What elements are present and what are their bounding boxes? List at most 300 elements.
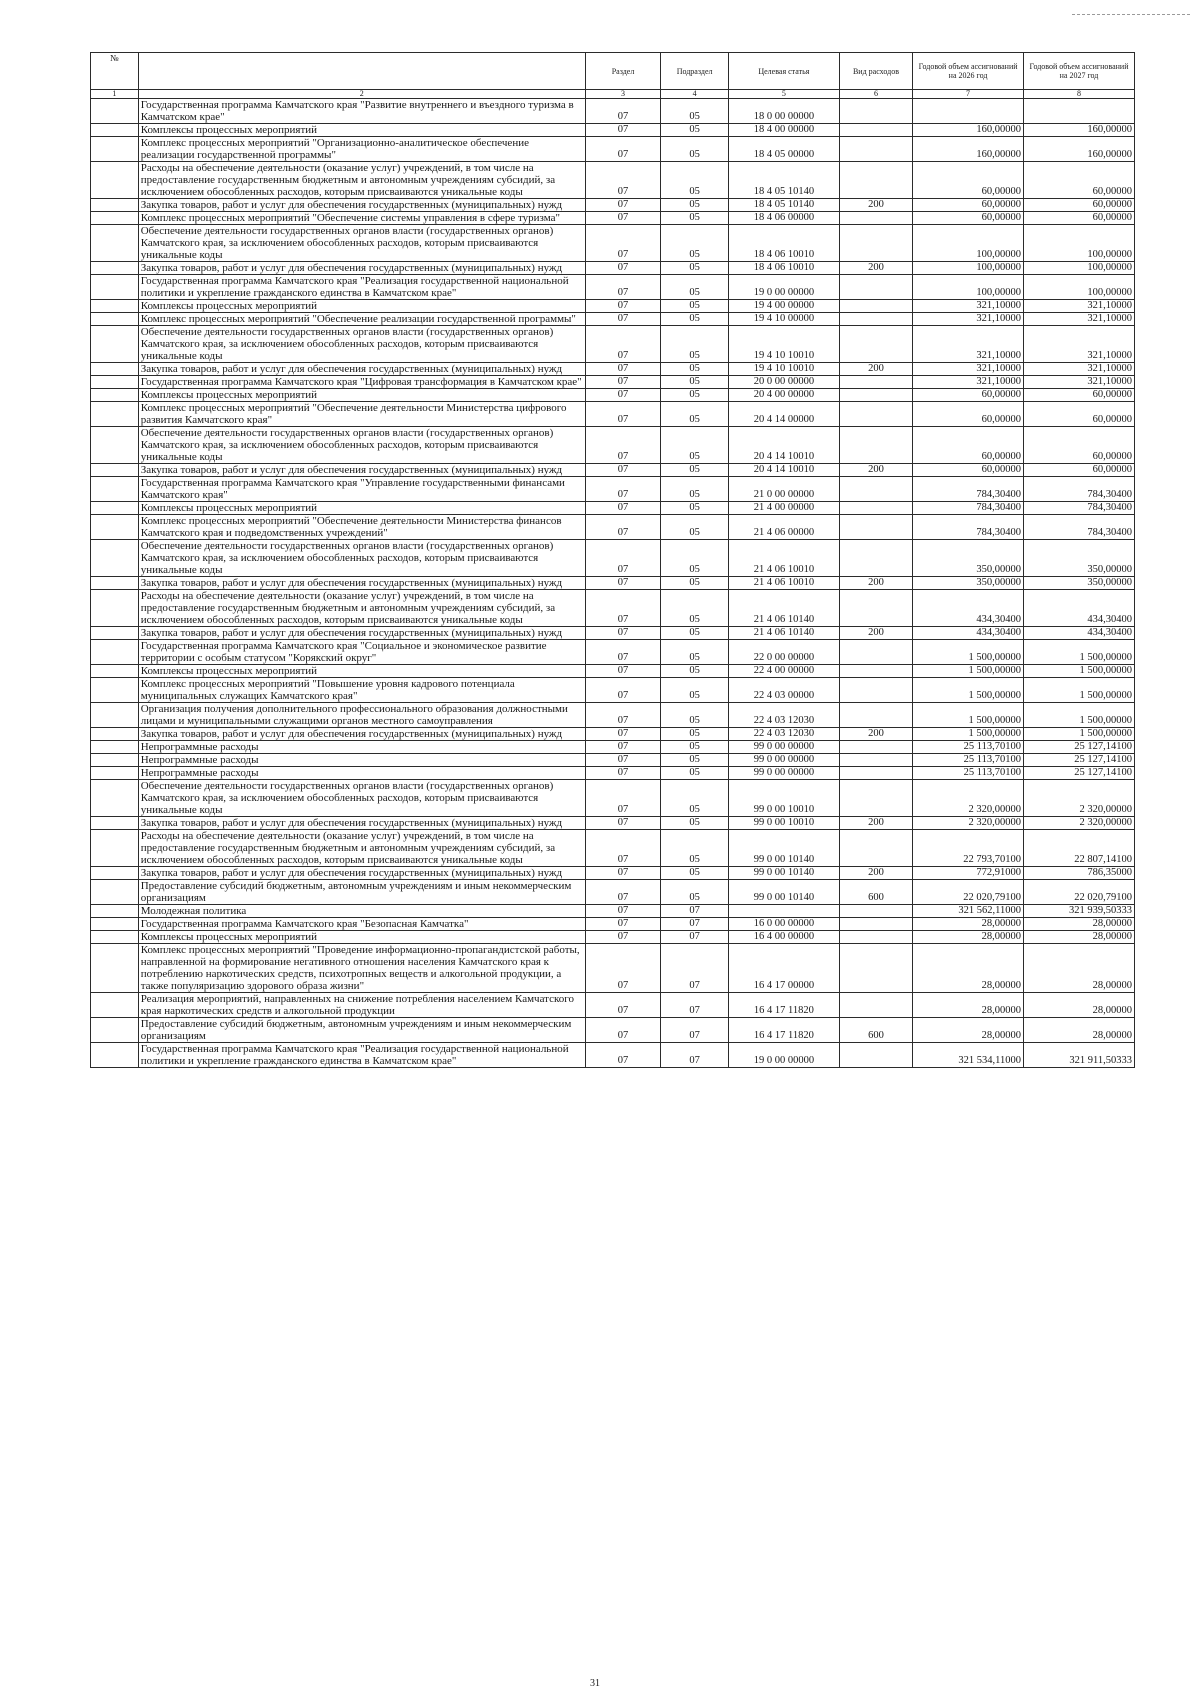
amount-2026-cell: 321 534,11000 [913,1043,1024,1068]
table-row [91,477,1135,502]
expense-type-cell [839,640,912,665]
amount-2027-cell: 25 127,14100 [1024,767,1135,780]
expense-type-cell [839,931,912,944]
razdel-cell: 07 [585,867,660,880]
row-number-cell [91,830,139,867]
expense-type-cell: 200 [839,363,912,376]
target-article-cell: 22 4 03 00000 [728,678,839,703]
razdel-cell: 07 [585,880,660,905]
col-number: 6 [839,90,912,99]
col-number: 2 [138,90,585,99]
item-name: Комплексы процессных мероприятий [138,300,585,313]
amount-2026-cell: 25 113,70100 [913,741,1024,754]
item-name: Комплекс процессных мероприятий "Обеспечение деятельности Министерства цифрового развития Камчатского края" [138,402,585,427]
podrazdel-cell: 05 [661,502,729,515]
podrazdel-cell: 05 [661,477,729,502]
amount-2026-cell: 350,00000 [913,540,1024,577]
row-number-cell [91,363,139,376]
item-name: Комплексы процессных мероприятий [138,124,585,137]
podrazdel-cell: 05 [661,741,729,754]
podrazdel-cell: 05 [661,515,729,540]
target-article-cell: 18 4 06 00000 [728,212,839,225]
row-number-cell [91,137,139,162]
table-row [91,99,1135,124]
row-number-cell [91,754,139,767]
row-number-cell [91,767,139,780]
row-number-cell [91,728,139,741]
row-number-cell [91,162,139,199]
header-row [91,53,1135,90]
amount-2026-cell: 60,00000 [913,199,1024,212]
target-article-cell [728,905,839,918]
item-name: Комплексы процессных мероприятий [138,665,585,678]
razdel-cell: 07 [585,780,660,817]
target-article-cell: 20 0 00 00000 [728,376,839,389]
target-article-cell: 20 4 14 10010 [728,427,839,464]
target-article-cell: 16 4 17 11820 [728,1018,839,1043]
amount-2027-cell: 22 020,79100 [1024,880,1135,905]
item-name: Непрограммные расходы [138,741,585,754]
amount-2027-cell: 100,00000 [1024,262,1135,275]
expense-type-cell [839,590,912,627]
expense-type-cell: 200 [839,199,912,212]
target-article-cell: 19 4 10 10010 [728,363,839,376]
table-row [91,993,1135,1018]
table-row [91,275,1135,300]
header-razdel: Раздел [585,53,660,90]
target-article-cell: 21 4 06 10010 [728,540,839,577]
podrazdel-cell: 05 [661,464,729,477]
amount-2027-cell: 321,10000 [1024,313,1135,326]
amount-2027-cell: 160,00000 [1024,137,1135,162]
page-number: 31 [590,1678,600,1689]
target-article-cell: 20 4 00 00000 [728,389,839,402]
amount-2027-cell: 321 911,50333 [1024,1043,1135,1068]
target-article-cell: 21 4 06 10140 [728,627,839,640]
header-target-article: Целевая статья [728,53,839,90]
expense-type-cell: 200 [839,627,912,640]
razdel-cell: 07 [585,754,660,767]
podrazdel-cell: 07 [661,918,729,931]
expense-type-cell [839,162,912,199]
razdel-cell: 07 [585,464,660,477]
item-name: Государственная программа Камчатского края "Социальное и экономическое развитие территории с особым статусом "Корякский округ" [138,640,585,665]
item-name: Закупка товаров, работ и услуг для обеспечения государственных (муниципальных) нужд [138,262,585,275]
col-number: 8 [1024,90,1135,99]
row-number-cell [91,678,139,703]
target-article-cell: 18 4 00 00000 [728,124,839,137]
row-number-cell [91,199,139,212]
expense-type-cell [839,300,912,313]
amount-2027-cell: 321,10000 [1024,300,1135,313]
expense-type-cell [839,124,912,137]
item-name: Обеспечение деятельности государственных органов власти (государственных органов) Камчатского края, за исключением обособленных расходов, которым присваиваются уникальные коды [138,225,585,262]
item-name: Государственная программа Камчатского края "Управление государственными финансами Камчатского края" [138,477,585,502]
amount-2027-cell: 60,00000 [1024,389,1135,402]
expense-type-cell [839,389,912,402]
target-article-cell: 21 4 00 00000 [728,502,839,515]
target-article-cell: 20 4 14 10010 [728,464,839,477]
expense-type-cell [839,905,912,918]
razdel-cell: 07 [585,905,660,918]
target-article-cell: 18 4 05 10140 [728,162,839,199]
amount-2027-cell: 60,00000 [1024,212,1135,225]
expense-type-cell [839,703,912,728]
amount-2027-cell: 28,00000 [1024,993,1135,1018]
podrazdel-cell: 05 [661,225,729,262]
amount-2027-cell: 1 500,00000 [1024,728,1135,741]
amount-2027-cell: 25 127,14100 [1024,741,1135,754]
table-row [91,880,1135,905]
razdel-cell: 07 [585,1043,660,1068]
item-name: Закупка товаров, работ и услуг для обеспечения государственных (муниципальных) нужд [138,627,585,640]
amount-2027-cell: 321,10000 [1024,326,1135,363]
amount-2027-cell: 2 320,00000 [1024,780,1135,817]
item-name: Комплекс процессных мероприятий "Организационно-аналитическое обеспечение реализации государственной программы" [138,137,585,162]
podrazdel-cell: 05 [661,389,729,402]
amount-2026-cell: 2 320,00000 [913,780,1024,817]
amount-2027-cell: 1 500,00000 [1024,665,1135,678]
table-row [91,640,1135,665]
item-name: Комплексы процессных мероприятий [138,502,585,515]
item-name: Комплекс процессных мероприятий "Обеспечение деятельности Министерства финансов Камчатского края и подведомственных учреждений" [138,515,585,540]
amount-2026-cell: 28,00000 [913,944,1024,993]
amount-2026-cell: 321,10000 [913,313,1024,326]
table-row [91,728,1135,741]
expense-type-cell: 200 [839,817,912,830]
razdel-cell: 07 [585,262,660,275]
row-number-cell [91,905,139,918]
razdel-cell: 07 [585,728,660,741]
table-row [91,678,1135,703]
expense-type-cell: 600 [839,880,912,905]
table-row [91,326,1135,363]
target-article-cell: 19 0 00 00000 [728,1043,839,1068]
expense-type-cell [839,212,912,225]
table-row [91,767,1135,780]
item-name: Закупка товаров, работ и услуг для обеспечения государственных (муниципальных) нужд [138,363,585,376]
target-article-cell: 16 4 00 00000 [728,931,839,944]
row-number-cell [91,326,139,363]
razdel-cell: 07 [585,931,660,944]
podrazdel-cell: 05 [661,402,729,427]
item-name: Государственная программа Камчатского края "Безопасная Камчатка" [138,918,585,931]
row-number-cell [91,918,139,931]
amount-2026-cell: 1 500,00000 [913,728,1024,741]
item-name: Расходы на обеспечение деятельности (оказание услуг) учреждений, в том числе на предоставление государственным бюджетным и автономным учреждениям субсидий, за исключением обособленных расходов, которым присваиваются уникальные коды [138,830,585,867]
razdel-cell: 07 [585,275,660,300]
header-2027: Годовой объем ассигнований на 2027 год [1024,53,1135,90]
row-number-cell [91,389,139,402]
table-row [91,830,1135,867]
table-row [91,780,1135,817]
amount-2026-cell: 784,30400 [913,477,1024,502]
item-name: Закупка товаров, работ и услуг для обеспечения государственных (муниципальных) нужд [138,577,585,590]
row-number-cell [91,931,139,944]
amount-2026-cell: 22 020,79100 [913,880,1024,905]
amount-2026-cell: 60,00000 [913,402,1024,427]
row-number-cell [91,741,139,754]
razdel-cell: 07 [585,199,660,212]
expense-type-cell [839,99,912,124]
col-number: 4 [661,90,729,99]
row-number-cell [91,665,139,678]
podrazdel-cell: 05 [661,577,729,590]
row-number-cell [91,627,139,640]
amount-2027-cell: 786,35000 [1024,867,1135,880]
amount-2027-cell: 321 939,50333 [1024,905,1135,918]
item-name: Государственная программа Камчатского края "Цифровая трансформация в Камчатском крае" [138,376,585,389]
expense-type-cell [839,502,912,515]
target-article-cell: 21 4 06 10010 [728,577,839,590]
podrazdel-cell: 05 [661,363,729,376]
amount-2027-cell: 28,00000 [1024,918,1135,931]
podrazdel-cell: 05 [661,300,729,313]
expense-type-cell [839,137,912,162]
podrazdel-cell: 05 [661,262,729,275]
target-article-cell: 19 0 00 00000 [728,275,839,300]
header-podrazdel: Подраздел [661,53,729,90]
target-article-cell: 99 0 00 10140 [728,867,839,880]
razdel-cell: 07 [585,830,660,867]
podrazdel-cell: 05 [661,313,729,326]
podrazdel-cell: 05 [661,427,729,464]
row-number-cell [91,640,139,665]
amount-2026-cell: 100,00000 [913,275,1024,300]
target-article-cell: 16 4 17 11820 [728,993,839,1018]
podrazdel-cell: 05 [661,326,729,363]
amount-2026-cell: 1 500,00000 [913,703,1024,728]
amount-2027-cell: 28,00000 [1024,1018,1135,1043]
amount-2027-cell: 1 500,00000 [1024,640,1135,665]
table-row [91,577,1135,590]
expense-type-cell [839,376,912,389]
amount-2027-cell: 434,30400 [1024,590,1135,627]
amount-2027-cell: 60,00000 [1024,199,1135,212]
razdel-cell: 07 [585,665,660,678]
table-row [91,741,1135,754]
podrazdel-cell: 07 [661,993,729,1018]
table-row [91,389,1135,402]
podrazdel-cell: 05 [661,640,729,665]
expense-type-cell: 200 [839,867,912,880]
row-number-cell [91,515,139,540]
row-number-cell [91,540,139,577]
razdel-cell: 07 [585,402,660,427]
table-row [91,427,1135,464]
amount-2026-cell: 772,91000 [913,867,1024,880]
razdel-cell: 07 [585,427,660,464]
row-number-cell [91,703,139,728]
row-number-cell [91,577,139,590]
razdel-cell: 07 [585,590,660,627]
col-number: 7 [913,90,1024,99]
razdel-cell: 07 [585,313,660,326]
row-number-cell [91,124,139,137]
column-numbers-row [91,90,1135,99]
target-article-cell: 21 4 06 10140 [728,590,839,627]
row-number-cell [91,502,139,515]
podrazdel-cell: 05 [661,728,729,741]
razdel-cell: 07 [585,477,660,502]
item-name: Комплексы процессных мероприятий [138,931,585,944]
item-name: Предоставление субсидий бюджетным, автономным учреждениям и иным некоммерческим организациям [138,1018,585,1043]
razdel-cell: 07 [585,300,660,313]
podrazdel-cell: 05 [661,627,729,640]
amount-2027-cell: 350,00000 [1024,540,1135,577]
row-number-cell [91,590,139,627]
podrazdel-cell: 05 [661,540,729,577]
razdel-cell: 07 [585,502,660,515]
podrazdel-cell: 05 [661,678,729,703]
razdel-cell: 07 [585,918,660,931]
item-name: Непрограммные расходы [138,754,585,767]
amount-2027-cell: 28,00000 [1024,931,1135,944]
amount-2027-cell: 321,10000 [1024,363,1135,376]
budget-table [90,52,1135,1068]
target-article-cell: 18 4 06 10010 [728,262,839,275]
amount-2026-cell: 2 320,00000 [913,817,1024,830]
podrazdel-cell: 05 [661,703,729,728]
amount-2027-cell: 60,00000 [1024,427,1135,464]
razdel-cell: 07 [585,389,660,402]
target-article-cell: 22 4 00 00000 [728,665,839,678]
table-row [91,944,1135,993]
amount-2026-cell: 784,30400 [913,515,1024,540]
target-article-cell: 16 4 17 00000 [728,944,839,993]
razdel-cell: 07 [585,944,660,993]
header-name [138,53,585,90]
razdel-cell: 07 [585,640,660,665]
table-row [91,502,1135,515]
row-number-cell [91,402,139,427]
amount-2026-cell: 160,00000 [913,124,1024,137]
table-row [91,540,1135,577]
table-row [91,627,1135,640]
expense-type-cell [839,944,912,993]
table-row [91,665,1135,678]
header-2026: Годовой объем ассигнований на 2026 год [913,53,1024,90]
expense-type-cell: 200 [839,577,912,590]
podrazdel-cell: 05 [661,162,729,199]
target-article-cell: 99 0 00 10140 [728,830,839,867]
header-expense-type: Вид расходов [839,53,912,90]
amount-2027-cell: 1 500,00000 [1024,678,1135,703]
amount-2026-cell: 60,00000 [913,464,1024,477]
target-article-cell: 22 4 03 12030 [728,703,839,728]
podrazdel-cell: 05 [661,275,729,300]
row-number-cell [91,313,139,326]
expense-type-cell [839,427,912,464]
row-number-cell [91,427,139,464]
table-row [91,905,1135,918]
podrazdel-cell: 05 [661,830,729,867]
amount-2027-cell: 100,00000 [1024,275,1135,300]
item-name: Закупка товаров, работ и услуг для обеспечения государственных (муниципальных) нужд [138,728,585,741]
row-number-cell [91,867,139,880]
target-article-cell: 19 4 10 00000 [728,313,839,326]
amount-2027-cell: 784,30400 [1024,502,1135,515]
amount-2026-cell: 25 113,70100 [913,767,1024,780]
item-name: Предоставление субсидий бюджетным, автономным учреждениям и иным некоммерческим организациям [138,880,585,905]
amount-2026-cell: 1 500,00000 [913,665,1024,678]
razdel-cell: 07 [585,627,660,640]
podrazdel-cell: 05 [661,212,729,225]
razdel-cell: 07 [585,577,660,590]
podrazdel-cell: 05 [661,590,729,627]
row-number-cell [91,880,139,905]
podrazdel-cell: 05 [661,137,729,162]
podrazdel-cell: 07 [661,1018,729,1043]
item-name: Обеспечение деятельности государственных органов власти (государственных органов) Камчатского края, за исключением обособленных расходов, которым присваиваются уникальные коды [138,326,585,363]
expense-type-cell [839,678,912,703]
item-name: Закупка товаров, работ и услуг для обеспечения государственных (муниципальных) нужд [138,867,585,880]
expense-type-cell [839,275,912,300]
razdel-cell: 07 [585,515,660,540]
amount-2026-cell: 100,00000 [913,225,1024,262]
table-row [91,817,1135,830]
row-number-cell [91,780,139,817]
expense-type-cell [839,780,912,817]
item-name: Государственная программа Камчатского края "Развитие внутреннего и въездного туризма в Камчатском крае" [138,99,585,124]
target-article-cell: 99 0 00 00000 [728,741,839,754]
target-article-cell: 20 4 14 00000 [728,402,839,427]
target-article-cell: 18 4 06 10010 [728,225,839,262]
header-num: № [91,53,139,90]
row-number-cell [91,993,139,1018]
podrazdel-cell: 05 [661,880,729,905]
amount-2027-cell: 28,00000 [1024,944,1135,993]
table-body [91,99,1135,1068]
row-number-cell [91,477,139,502]
amount-2026-cell: 321,10000 [913,300,1024,313]
target-article-cell: 19 4 10 10010 [728,326,839,363]
amount-2026-cell: 321,10000 [913,376,1024,389]
podrazdel-cell: 05 [661,867,729,880]
row-number-cell [91,464,139,477]
row-number-cell [91,944,139,993]
amount-2027-cell: 321,10000 [1024,376,1135,389]
item-name: Расходы на обеспечение деятельности (оказание услуг) учреждений, в том числе на предоставление государственным бюджетным и автономным учреждениям субсидий, за исключением обособленных расходов, которым присваиваются уникальные коды [138,590,585,627]
razdel-cell: 07 [585,225,660,262]
item-name: Обеспечение деятельности государственных органов власти (государственных органов) Камчатского края, за исключением обособленных расходов, которым присваиваются уникальные коды [138,540,585,577]
amount-2027-cell: 160,00000 [1024,124,1135,137]
expense-type-cell [839,993,912,1018]
razdel-cell: 07 [585,212,660,225]
target-article-cell: 18 4 05 10140 [728,199,839,212]
podrazdel-cell: 07 [661,1043,729,1068]
podrazdel-cell: 07 [661,931,729,944]
target-article-cell: 99 0 00 10140 [728,880,839,905]
amount-2026-cell: 1 500,00000 [913,678,1024,703]
amount-2026-cell [913,99,1024,124]
target-article-cell: 18 0 00 00000 [728,99,839,124]
item-name: Реализация мероприятий, направленных на снижение потребления населением Камчатского края наркотических средств и алкогольной продукции [138,993,585,1018]
razdel-cell: 07 [585,137,660,162]
col-number: 3 [585,90,660,99]
amount-2026-cell: 60,00000 [913,389,1024,402]
target-article-cell: 22 0 00 00000 [728,640,839,665]
item-name: Комплекс процессных мероприятий "Повышение уровня кадрового потенциала муниципальных служащих Камчатского края" [138,678,585,703]
item-name: Закупка товаров, работ и услуг для обеспечения государственных (муниципальных) нужд [138,817,585,830]
amount-2026-cell: 160,00000 [913,137,1024,162]
item-name: Государственная программа Камчатского края "Реализация государственной национальной политики и укрепление гражданского единства в Камчатском крае" [138,275,585,300]
expense-type-cell [839,830,912,867]
item-name: Организация получения дополнительного профессионального образования должностными лицами и муниципальными служащими органов местного самоуправления [138,703,585,728]
table-row [91,703,1135,728]
podrazdel-cell: 07 [661,905,729,918]
target-article-cell: 99 0 00 10010 [728,780,839,817]
